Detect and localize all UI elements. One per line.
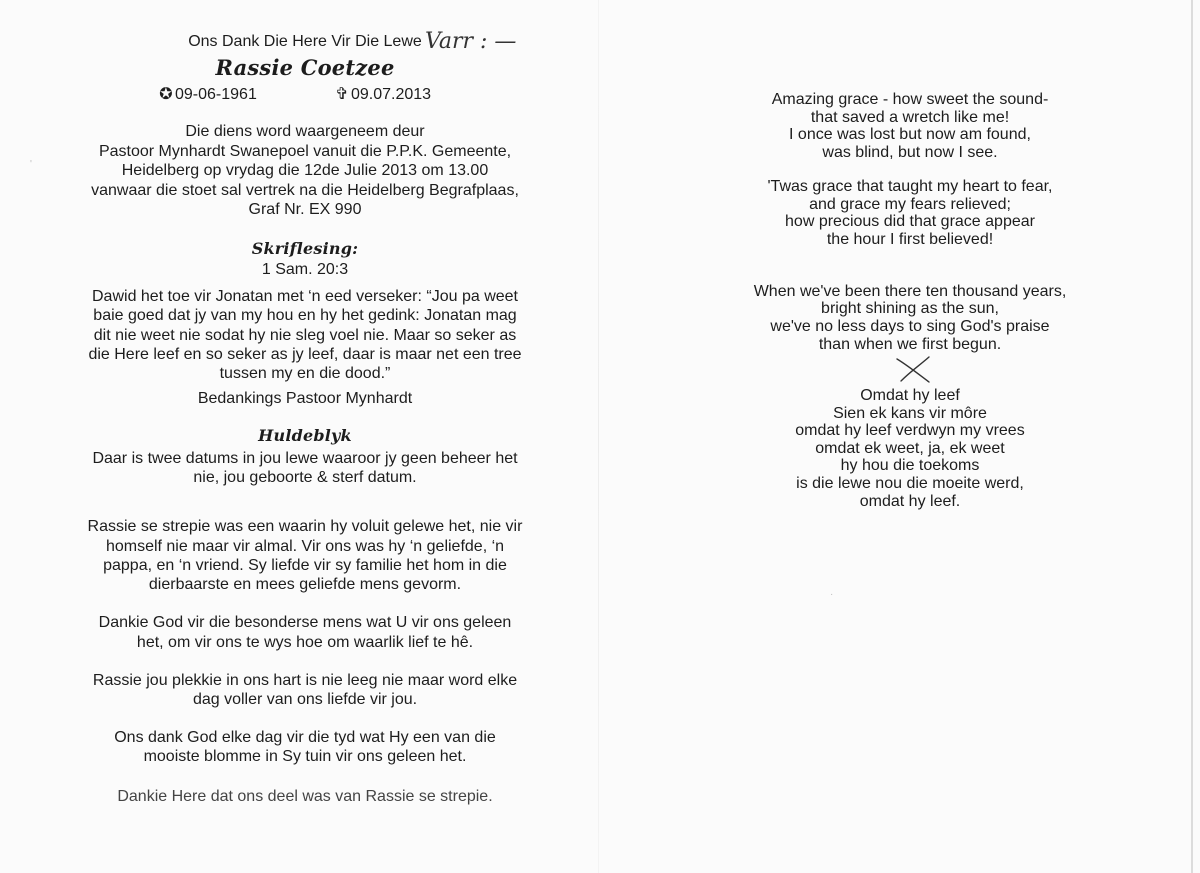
hymn-line-10: bright shining as the sun,: [821, 300, 999, 317]
scripture-line-1: Dawid het toe vir Jonatan met ‘n eed verseker: “Jou pa weet: [92, 288, 518, 305]
tribute-line-6: dierbaarste en mees geliefde mens gevorm.: [148, 576, 462, 593]
scripture-line-5: tussen my en die dood.”: [219, 365, 391, 382]
left-page-panel: [50, 0, 560, 873]
tribute-line-5: pappa, en ‘n vriend. Sy liefde vir sy familie het hom in die: [103, 557, 507, 574]
scripture-line-2: baie goed dat jy van my hou en hy het gedink: Jonatan mag: [93, 307, 517, 324]
hymn-line-5: 'Twas grace that taught my heart to fear,: [767, 178, 1053, 195]
scan-speck-mark: ': [30, 159, 32, 170]
hymn-line-11: we've no less days to sing God's praise: [770, 318, 1050, 335]
pastor-thanks: Bedankings Pastoor Mynhardt: [197, 390, 413, 407]
birth-date: [158, 86, 257, 104]
center-fold-line: [598, 0, 599, 873]
handwritten-note: Varr : —: [425, 29, 517, 54]
song-line-5: hy hou die toekoms: [840, 457, 980, 474]
song-line-6: is die lewe nou die moeite werd,: [796, 475, 1024, 492]
hymn-line-7: how precious did that grace appear: [785, 213, 1035, 230]
scan-dot-mark: ·: [830, 589, 834, 600]
scripture-reference: 1 Sam. 20:3: [261, 261, 349, 278]
scripture-line-3: dit nie weet nie sodat hy nie sleg voel nie. Maar so seker as: [93, 327, 517, 344]
tribute-closing-line: Dankie Here dat ons deel was van Rassie se strepie.: [117, 788, 493, 805]
handwritten-x-mark: [893, 355, 935, 385]
tribute-line-7: Dankie God vir die besonderse mens wat U vir ons geleen: [98, 614, 512, 631]
service-line-2: Pastoor Mynhardt Swanepoel vanuit die P.P.K. Gemeente,: [98, 143, 512, 160]
scripture-heading: Skriflesing:: [251, 239, 359, 258]
tribute-line-2: nie, jou geboorte & sterf datum.: [193, 469, 417, 486]
tribute-line-4: homself nie maar vir almal. Vir ons was hy ‘n geliefde, ‘n: [105, 538, 505, 555]
cross-symbol-icon: ✞: [335, 86, 349, 103]
service-line-4: vanwaar die stoet sal vertrek na die Heidelberg Begrafplaas,: [91, 182, 519, 199]
memorial-heading: Ons Dank Die Here Vir Die Lewe: [188, 33, 422, 50]
song-line-4: omdat ek weet, ja, ek weet: [815, 440, 1005, 457]
death-date: [334, 86, 431, 104]
tribute-line-10: dag voller van ons liefde vir jou.: [192, 691, 418, 708]
hymn-line-1: Amazing grace - how sweet the sound-: [771, 91, 1049, 108]
death-date-text: 09.07.2013: [351, 86, 432, 103]
deceased-name: Rassie Coetzee: [215, 55, 395, 80]
song-line-7: omdat hy leef.: [859, 493, 961, 510]
hymn-line-8: the hour I first believed!: [826, 231, 994, 248]
tribute-line-9: Rassie jou plekkie in ons hart is nie leeg nie maar word elke: [92, 672, 518, 689]
scan-edge-line: [1191, 0, 1193, 873]
tribute-line-8: het, om vir ons te wys hoe om waarlik lief te hê.: [136, 634, 474, 651]
hymn-line-9: When we've been there ten thousand years,: [753, 283, 1067, 300]
tribute-line-11: Ons dank God elke dag vir die tyd wat Hy een van die: [114, 729, 496, 746]
song-line-3: omdat hy leef verdwyn my vrees: [795, 422, 1025, 439]
scripture-line-4: die Here leef en so seker as jy leef, daar is maar net een tree: [88, 346, 522, 363]
hymn-line-3: I once was lost but now am found,: [789, 126, 1031, 143]
tribute-line-12: mooiste blomme in Sy tuin vir ons geleen het.: [143, 748, 467, 765]
birth-symbol-icon: ✪: [159, 86, 173, 103]
right-page-panel: [740, 0, 1080, 873]
hymn-line-2: that saved a wretch like me!: [810, 109, 1010, 126]
tribute-line-1: Daar is twee datums in jou lewe waaroor jy geen beheer het: [92, 450, 518, 467]
hymn-line-6: and grace my fears relieved;: [809, 196, 1011, 213]
birth-date-text: 09-06-1961: [175, 86, 257, 103]
tribute-heading: Huldeblyk: [258, 426, 352, 445]
song-line-1: Omdat hy leef: [860, 387, 960, 404]
service-line-5: Graf Nr. EX 990: [248, 201, 362, 218]
service-line-3: Heidelberg op vrydag die 12de Julie 2013 om 13.00: [121, 162, 489, 179]
life-dates: [158, 86, 468, 106]
song-line-2: Sien ek kans vir môre: [833, 405, 987, 422]
hymn-line-12: than when we first begun.: [818, 336, 1002, 353]
hymn-line-4: was blind, but now I see.: [822, 144, 998, 161]
service-line-1: Die diens word waargeneem deur: [185, 123, 425, 140]
tribute-line-3: Rassie se strepie was een waarin hy voluit gelewe het, nie vir: [87, 518, 523, 535]
